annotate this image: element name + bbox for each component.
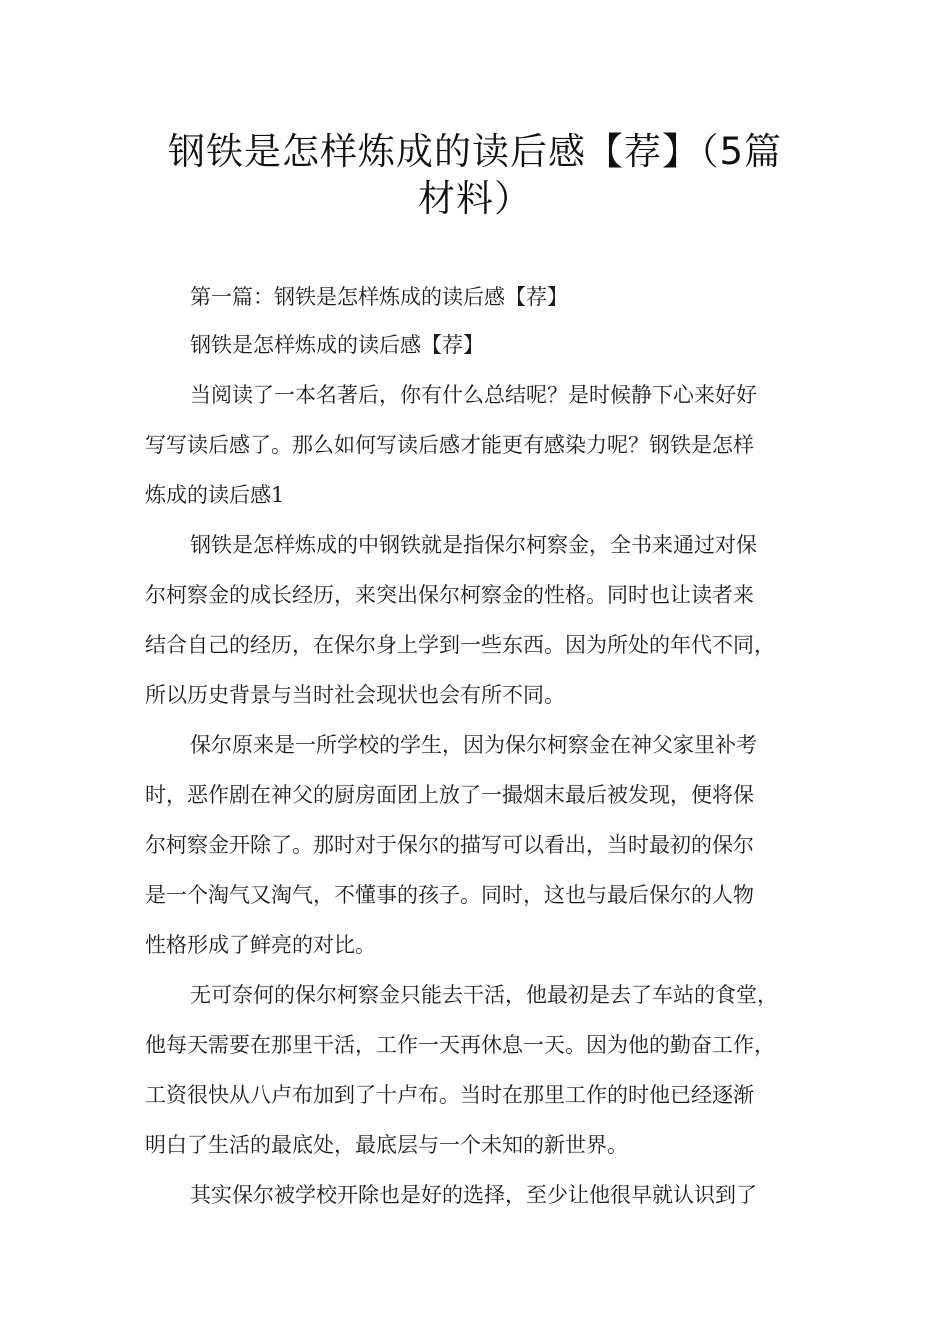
text-line: 结合自己的经历，在保尔身上学到一些东西。因为所处的年代不同，	[145, 633, 775, 657]
text-line: 保尔原来是一所学校的学生，因为保尔柯察金在神父家里补考	[190, 733, 757, 757]
text-line: 第一篇：钢铁是怎样炼成的读后感【荐】	[190, 285, 568, 309]
text-line: 炼成的读后感1	[145, 483, 285, 507]
text-line: 尔柯察金的成长经历，来突出保尔柯察金的性格。同时也让读者来	[145, 583, 754, 607]
text-line: 钢铁是怎样炼成的读后感【荐】	[190, 333, 484, 357]
text-line: 尔柯察金开除了。那时对于保尔的描写可以看出，当时最初的保尔	[145, 833, 754, 857]
text-line: 当阅读了一本名著后，你有什么总结呢？是时候静下心来好好	[190, 383, 757, 407]
document-title	[150, 128, 800, 222]
text-line: 明白了生活的最底处，最底层与一个未知的新世界。	[145, 1133, 628, 1157]
text-line: 他每天需要在那里干活，工作一天再休息一天。因为他的勤奋工作，	[145, 1033, 775, 1057]
text-line: 工资很快从八卢布加到了十卢布。当时在那里工作的时他已经逐渐	[145, 1083, 754, 1107]
text-line: 写写读后感了。那么如何写读后感才能更有感染力呢？钢铁是怎样	[145, 433, 754, 457]
text-line: 是一个淘气又淘气，不懂事的孩子。同时，这也与最后保尔的人物	[145, 883, 754, 907]
text-line: 其实保尔被学校开除也是好的选择，至少让他很早就认识到了	[190, 1183, 757, 1207]
text-line: 性格形成了鲜亮的对比。	[145, 933, 376, 957]
title-line-2: 材料）	[418, 177, 532, 220]
text-line: 所以历史背景与当时社会现状也会有所不同。	[145, 683, 565, 707]
text-line: 无可奈何的保尔柯察金只能去干活，他最初是去了车站的食堂，	[190, 983, 778, 1007]
text-line: 钢铁是怎样炼成的中钢铁就是指保尔柯察金，全书来通过对保	[190, 533, 757, 557]
title-line-1: 钢铁是怎样炼成的读后感【荐】（5篇	[167, 130, 783, 173]
text-line: 时，恶作剧在神父的厨房面团上放了一撮烟末最后被发现，便将保	[145, 783, 754, 807]
